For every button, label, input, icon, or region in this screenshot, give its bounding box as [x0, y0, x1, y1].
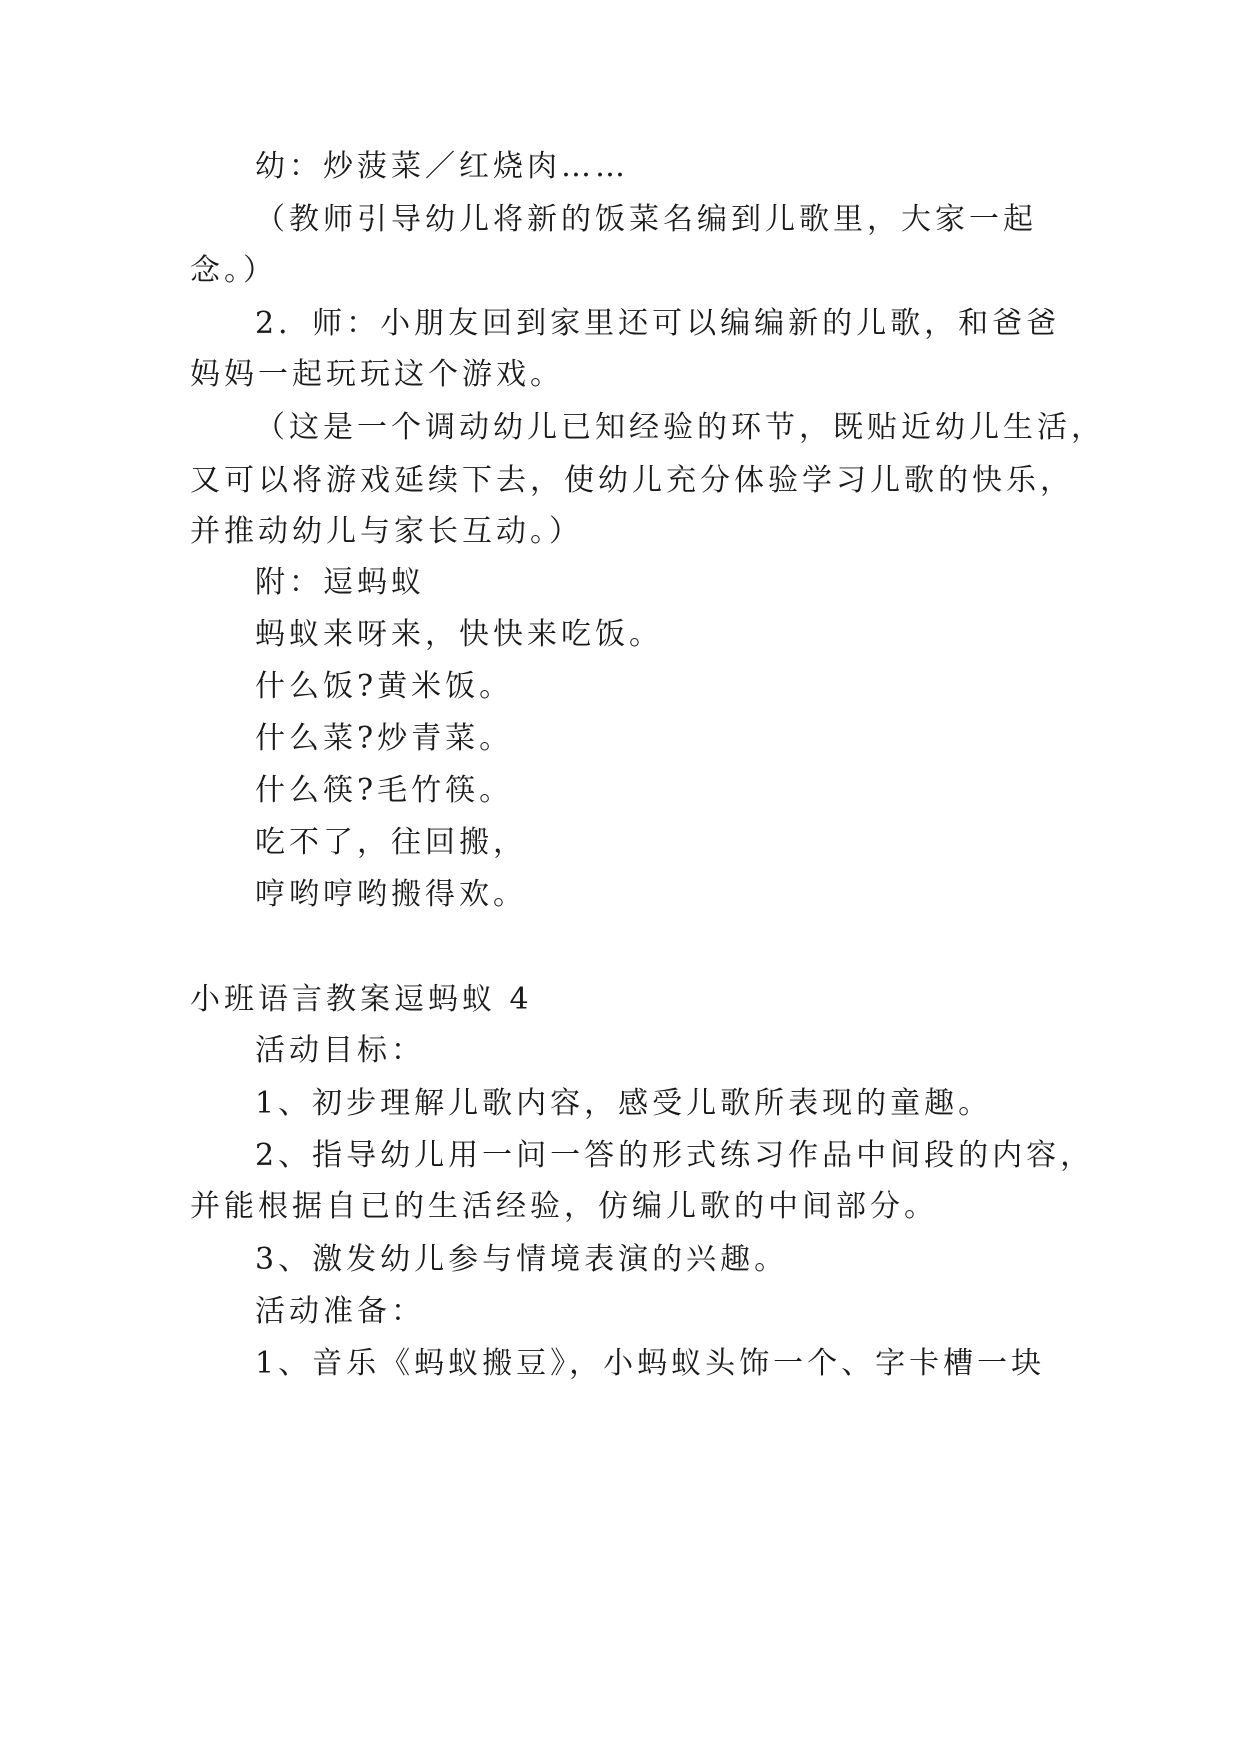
- section-heading: 小班语言教案逗蚂蚁 4: [190, 982, 533, 1017]
- commentary-line: 并推动幼儿与家长互动。）: [190, 514, 583, 549]
- step-line: 妈妈一起玩玩这个游戏。: [190, 357, 564, 392]
- step-line: 2．师：小朋友回到家里还可以编编新的儿歌，和爸爸: [255, 306, 1061, 341]
- goal-item: 2、指导幼儿用一问一答的形式练习作品中间段的内容，: [255, 1138, 1095, 1173]
- rhyme-line: 吃不了，往回搬，: [255, 825, 527, 860]
- goal-item: 3、激发幼儿参与情境表演的兴趣。: [255, 1242, 789, 1277]
- subheading-goals: 活动目标：: [255, 1033, 425, 1068]
- goal-item: 并能根据自已的生活经验，仿编儿歌的中间部分。: [190, 1189, 938, 1224]
- teacher-note-line: （教师引导幼儿将新的饭菜名编到儿歌里，大家一起: [255, 202, 1037, 237]
- rhyme-line: 蚂蚁来呀来，快快来吃饭。: [255, 617, 663, 652]
- rhyme-line: 哼哟哼哟搬得欢。: [255, 877, 527, 912]
- rhyme-line: 什么饭?黄米饭。: [255, 669, 514, 704]
- commentary-line: 又可以将游戏延续下去，使幼儿充分体验学习儿歌的快乐，: [190, 463, 1074, 498]
- teacher-note-line: 念。）: [190, 253, 277, 288]
- goal-item: 1、初步理解儿歌内容，感受儿歌所表现的童趣。: [255, 1086, 993, 1121]
- commentary-line: （这是一个调动幼儿已知经验的环节，既贴近幼儿生活，: [255, 410, 1105, 445]
- rhyme-line: 什么筷?毛竹筷。: [255, 773, 514, 808]
- preparation-item: 1、音乐《蚂蚁搬豆》，小蚂蚁头饰一个、字卡槽一块: [255, 1346, 1046, 1381]
- dialogue-line: 幼：炒菠菜／红烧肉……: [255, 149, 629, 184]
- subheading-preparation: 活动准备：: [255, 1294, 425, 1329]
- appendix-title: 附：逗蚂蚁: [255, 565, 425, 600]
- rhyme-line: 什么菜?炒青菜。: [255, 721, 514, 756]
